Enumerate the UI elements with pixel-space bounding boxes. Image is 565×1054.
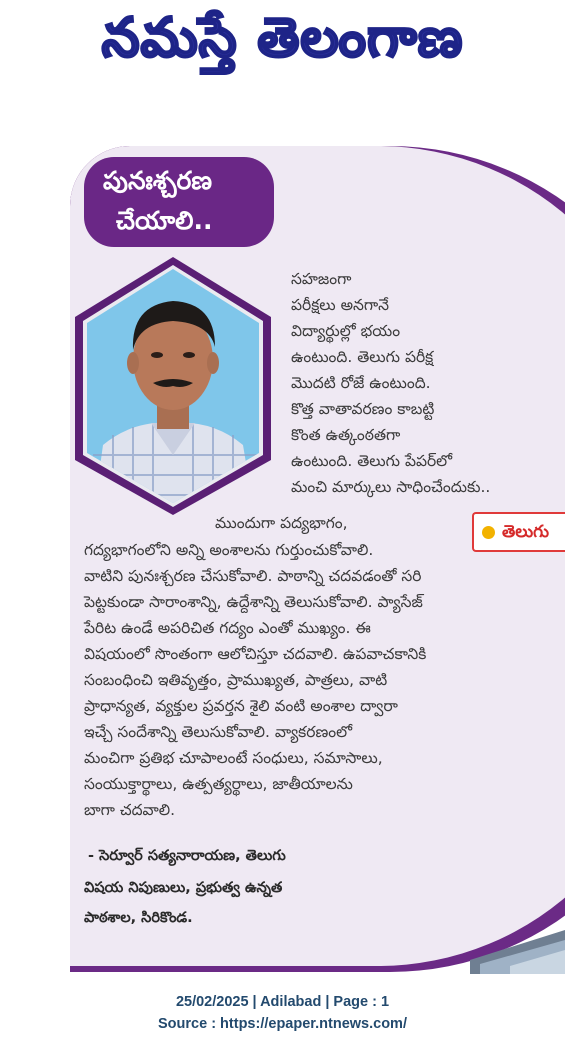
intro-line: మొదటి రోజే ఉంటుంది. bbox=[291, 374, 431, 392]
section-badge bbox=[472, 512, 565, 552]
badge-dot-icon bbox=[482, 526, 495, 539]
intro-line: కొంత ఉత్కంఠతగా bbox=[291, 426, 401, 444]
article-heading-line-2: చేయాలి.. bbox=[116, 206, 213, 235]
body-line: సంబంధించి ఇతివృత్తం, ప్రాముఖ్యత, పాత్రలు, వాటి bbox=[84, 671, 388, 689]
author-signature-line: - సెర్వూర్ సత్యనారాయణ, తెలుగు bbox=[88, 848, 286, 864]
section-badge-label: తెలుగు bbox=[502, 522, 549, 542]
intro-line: ఉంటుంది. తెలుగు పేపర్‌లో bbox=[291, 452, 453, 470]
body-line: గద్యభాగంలోని అన్ని అంశాలను గుర్తుంచుకోవాలి. bbox=[84, 541, 374, 559]
body-line: పెట్టకుండా సారాంశాన్ని, ఉద్దేశాన్ని తెలుసుకోవాలి. ప్యాసేజ్ bbox=[84, 593, 423, 611]
body-line: వాటిని పునఃశ్చరణ చేసుకోవాలి. పాఠాన్ని చదవడంతో సరి bbox=[84, 567, 422, 585]
body-line: మంచిగా ప్రతిభ చూపాలంటే సంధులు, సమాసాలు, bbox=[84, 749, 383, 767]
intro-line: ఉంటుంది. తెలుగు పరీక్ష bbox=[291, 348, 434, 366]
body-line: బాగా చదవాలి. bbox=[84, 801, 176, 819]
adjacent-clipping-corner bbox=[470, 930, 565, 974]
footer-source-link[interactable]: Source : https://epaper.ntnews.com/ bbox=[158, 1016, 407, 1032]
masthead bbox=[0, 0, 565, 90]
body-line: పేరిట ఉండే అపరిచిత గద్యం ఎంతో ముఖ్యం. ఈ bbox=[84, 619, 371, 637]
intro-line: కొత్త వాతావరణం కాబట్టి bbox=[291, 400, 435, 418]
article-heading-line-1: పునఃశ్చరణ bbox=[103, 166, 213, 195]
footer-edition-info: 25/02/2025 | Adilabad | Page : 1 bbox=[175, 994, 390, 1010]
newspaper-title: నమస్తే తెలంగాణ bbox=[101, 6, 464, 69]
intro-line: పరీక్షలు అనగానే bbox=[291, 296, 390, 314]
intro-line: సహజంగా bbox=[291, 270, 352, 288]
author-signature-line: పాఠశాల, సిరికొండ. bbox=[84, 910, 193, 926]
author-photo bbox=[73, 255, 273, 517]
intro-line: ముందుగా పద్యభాగం, bbox=[215, 514, 348, 532]
body-line: ఇచ్చే సందేశాన్ని తెలుసుకోవాలి. వ్యాకరణంలో bbox=[84, 723, 353, 741]
body-line: ప్రాధాన్యత, వ్యక్తుల ప్రవర్తన శైలి వంటి అంశాల ద్వారా bbox=[84, 697, 398, 715]
body-line: సంయుక్తార్థాలు, ఉత్పత్యర్థాలు, జాతీయాలను bbox=[84, 775, 353, 793]
intro-line: విద్యార్థుల్లో భయం bbox=[291, 322, 401, 340]
author-signature-line: విషయ నిపుణులు, ప్రభుత్వ ఉన్నత bbox=[84, 880, 283, 896]
intro-line: మంచి మార్కులు సాధించేందుకు.. bbox=[291, 478, 491, 496]
body-line: విషయంలో సొంతంగా ఆలోచిస్తూ చదవాలి. ఉపవాచకానికి bbox=[84, 645, 427, 663]
